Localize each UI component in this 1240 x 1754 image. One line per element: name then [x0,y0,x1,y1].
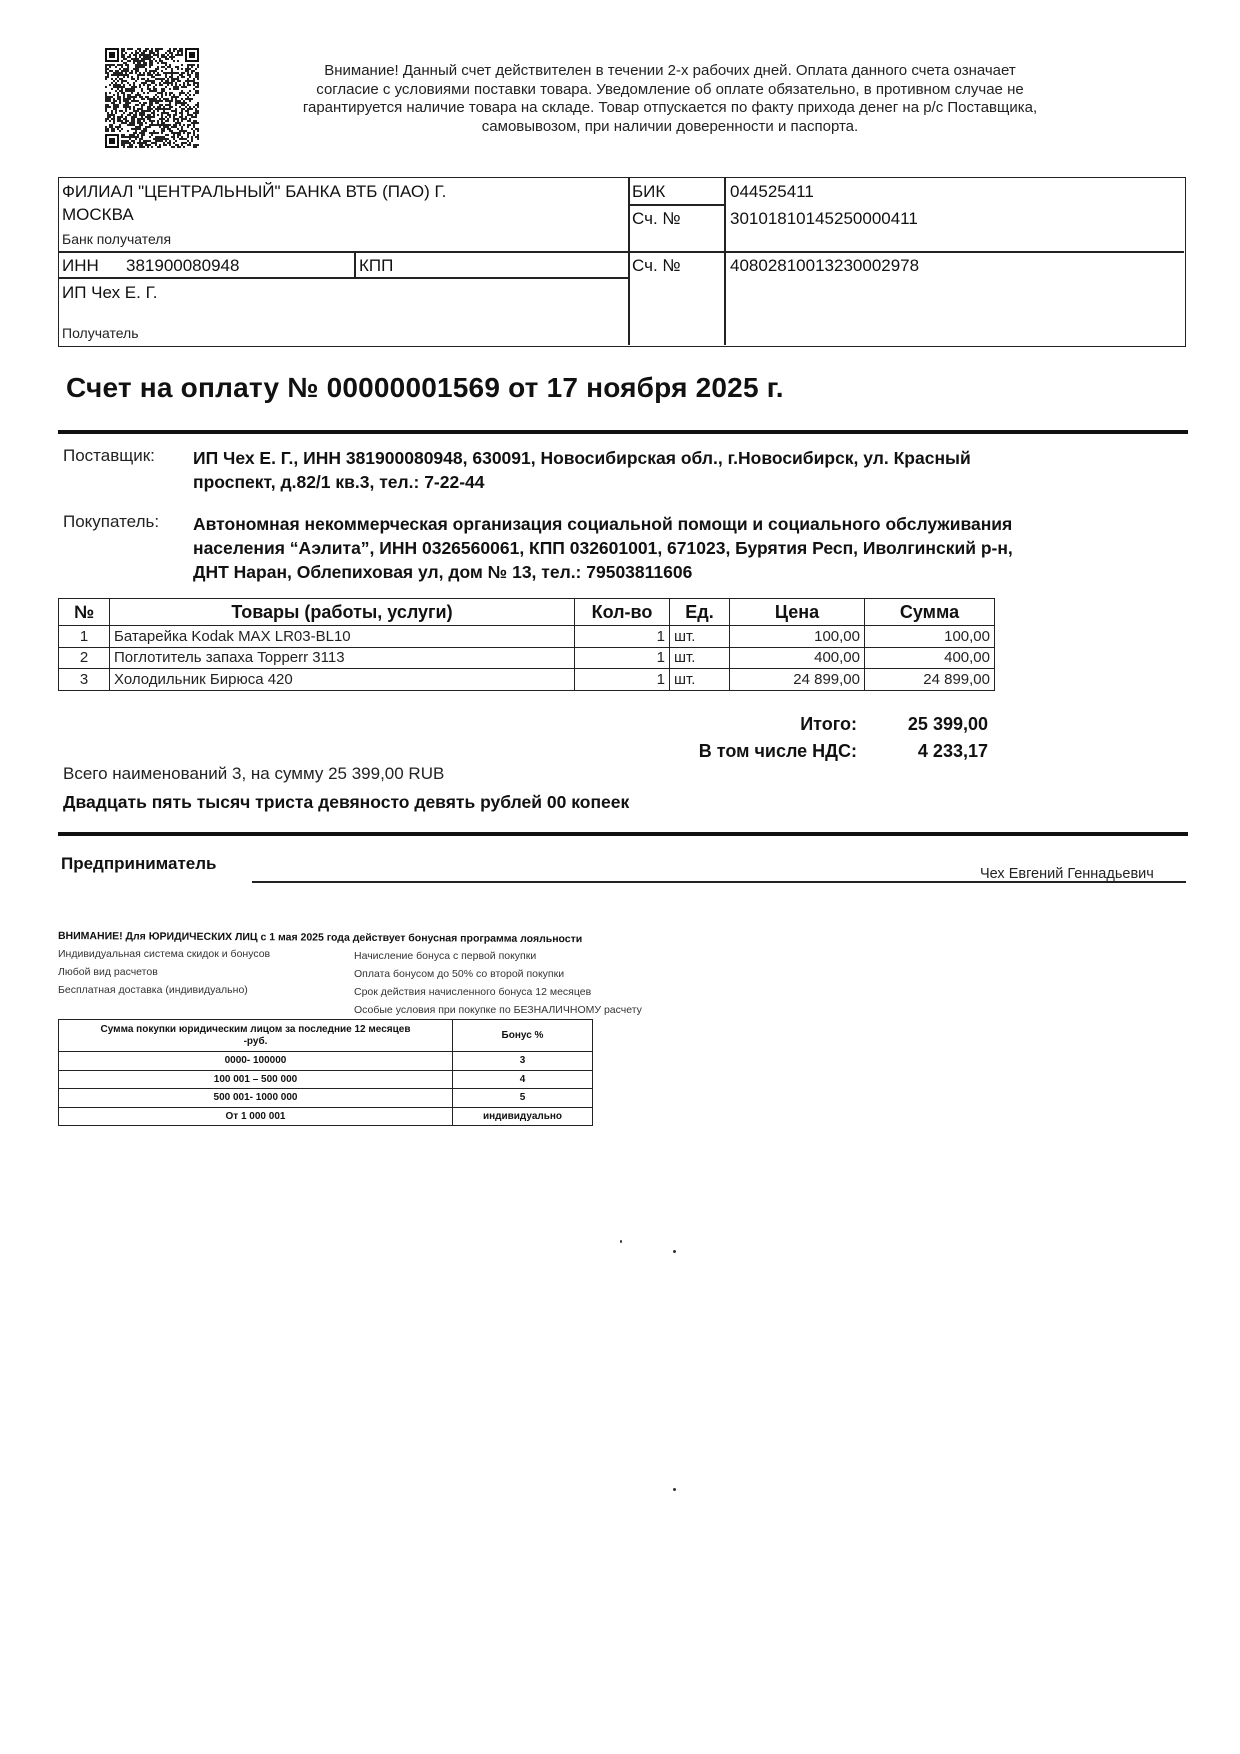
bonus-percent: индивидуально [453,1107,593,1126]
bonus-table [58,1019,593,1126]
bonus-percent: 5 [453,1089,593,1108]
col-qty-header: Кол-во [575,599,670,626]
table-row [59,647,995,669]
amount-in-words: Двадцать пять тысяч триста девяносто девять рублей 00 копеек [63,792,630,812]
bonus-range: 500 001- 1000 000 [59,1089,453,1108]
bonus-col-percent-header: Бонус % [453,1020,593,1052]
recipient-name: ИП Чех Е. Г. [62,283,158,302]
vat-value: 4 233,17 [917,741,988,761]
warning-line: гарантируется наличие товара на складе. Товар отпускается по факту прихода денег на р/с Поставщика, [302,99,1038,116]
col-sum-header: Сумма [865,599,995,626]
total-label: Итого: [800,714,857,734]
bonus-col-sum-header [59,1020,453,1052]
row-num: 3 [59,669,110,691]
col-name-header: Товары (работы, услуги) [110,599,575,626]
scan-speck [673,1488,676,1491]
summary-count: Всего наименований 3, на сумму 25 399,00 RUB [63,764,445,783]
scan-speck [620,1240,622,1243]
bank-name-line2: МОСКВА [62,205,134,224]
supplier-line: проспект, д.82/1 кв.3, тел.: 7-22-44 [193,472,485,492]
bonus-feature: Бесплатная доставка (индивидуально) [58,984,248,996]
warning-line: самовывозом, при наличии доверенности и паспорта. [481,117,859,135]
buyer-line: Автономная некоммерческая организация социальной помощи и социального обслуживания [193,514,1013,534]
supplier-line: ИП Чех Е. Г., ИНН 381900080948, 630091, Новосибирская обл., г.Новосибирск, ул. Красный [193,448,971,468]
bonus-condition: Оплата бонусом до 50% со второй покупки [354,968,565,980]
table-row [59,626,995,648]
corr-account-value: 30101810145250000411 [730,209,918,228]
account-label: Сч. № [632,256,681,275]
row-price: 400,00 [730,647,865,669]
bonus-table-header [59,1020,593,1052]
row-num: 2 [59,647,110,669]
row-price: 100,00 [730,626,865,648]
bik-label: БИК [632,182,666,201]
divider [58,832,1188,836]
signature-name: Чех Евгений Геннадьевич [980,866,1154,882]
bank-name-line1: ФИЛИАЛ "ЦЕНТРАЛЬНЫЙ" БАНКА ВТБ (ПАО) Г. [62,182,447,201]
bonus-col-sum-header-line1: Сумма покупки юридическим лицом за последние 12 месяцев [100,1023,411,1035]
bonus-feature: Любой вид расчетов [58,966,158,978]
qr-code [105,48,199,148]
bonus-range: 0000- 100000 [59,1052,453,1071]
table-row [59,1070,593,1089]
bik-value: 044525411 [730,182,814,201]
vat-label: В том числе НДС: [698,741,857,761]
inn-label: ИНН [62,256,99,275]
buyer-details [193,512,1178,584]
bank-caption: Банк получателя [62,231,172,247]
row-qty: 1 [575,669,670,691]
row-sum: 100,00 [865,626,995,648]
recipient-caption: Получатель [62,325,139,341]
col-unit-header: Ед. [670,599,730,626]
bonus-range: От 1 000 001 [59,1107,453,1126]
row-unit: шт. [670,647,730,669]
warning-line: Внимание! Данный счет действителен в течении 2-х рабочих дней. Оплата данного счета означает [324,62,1016,79]
warning-notice [230,62,1110,136]
col-price-header: Цена [730,599,865,626]
row-name: Холодильник Бирюса 420 [110,669,575,691]
warning-line: согласие с условиями поставки товара. Уведомление об оплате обязательно, в противном случае не [316,80,1024,98]
row-unit: шт. [670,626,730,648]
account-value: 40802810013230002978 [730,256,920,275]
bonus-percent: 3 [453,1052,593,1071]
buyer-label: Покупатель: [63,512,160,531]
signature-label: Предприниматель [61,854,217,873]
buyer-line: ДНТ Наран, Облепиховая ул, дом № 13, тел.: 79503811606 [193,562,693,582]
row-qty: 1 [575,647,670,669]
inn-value: 381900080948 [126,256,240,275]
bonus-col-sum-header-line2: -руб. [243,1035,268,1047]
row-sum: 24 899,00 [865,669,995,691]
row-qty: 1 [575,626,670,648]
kpp-label: КПП [359,256,394,275]
row-num: 1 [59,626,110,648]
bonus-range: 100 001 – 500 000 [59,1070,453,1089]
page-title: Счет на оплату № 00000001569 от 17 ноября 2025 г. [66,372,784,403]
buyer-line: населения “Аэлита”, ИНН 0326560061, КПП 032601001, 671023, Бурятия Респ, Иволгинский р-н, [193,538,1013,558]
row-name: Поглотитель запаха Topperr 3113 [110,647,575,669]
bonus-heading: ВНИМАНИЕ! Для ЮРИДИЧЕСКИХ ЛИЦ с 1 мая 2025 года действует бонусная программа лояльности [57,930,583,946]
divider [58,430,1188,434]
bonus-feature: Индивидуальная система скидок и бонусов [58,948,271,960]
col-num-header: № [59,599,110,626]
row-unit: шт. [670,669,730,691]
bonus-condition: Начисление бонуса с первой покупки [354,950,537,962]
scan-speck [673,1250,676,1253]
items-table [58,598,995,691]
table-row [59,1052,593,1071]
table-row [59,1107,593,1126]
bank-requisites [58,177,1186,347]
row-name: Батарейка Kodak MAX LR03-BL10 [110,626,575,648]
row-sum: 400,00 [865,647,995,669]
row-price: 24 899,00 [730,669,865,691]
supplier-details [193,446,1178,494]
supplier-label: Поставщик: [63,446,155,465]
corr-account-label: Сч. № [632,209,681,228]
table-row [59,669,995,691]
table-header-row [59,599,995,626]
bonus-percent: 4 [453,1070,593,1089]
bonus-condition: Срок действия начисленного бонуса 12 месяцев [354,986,592,998]
table-row [59,1089,593,1108]
bonus-condition: Особые условия при покупке по БЕЗНАЛИЧНОМУ расчету [354,1004,642,1016]
total-value: 25 399,00 [907,714,988,734]
